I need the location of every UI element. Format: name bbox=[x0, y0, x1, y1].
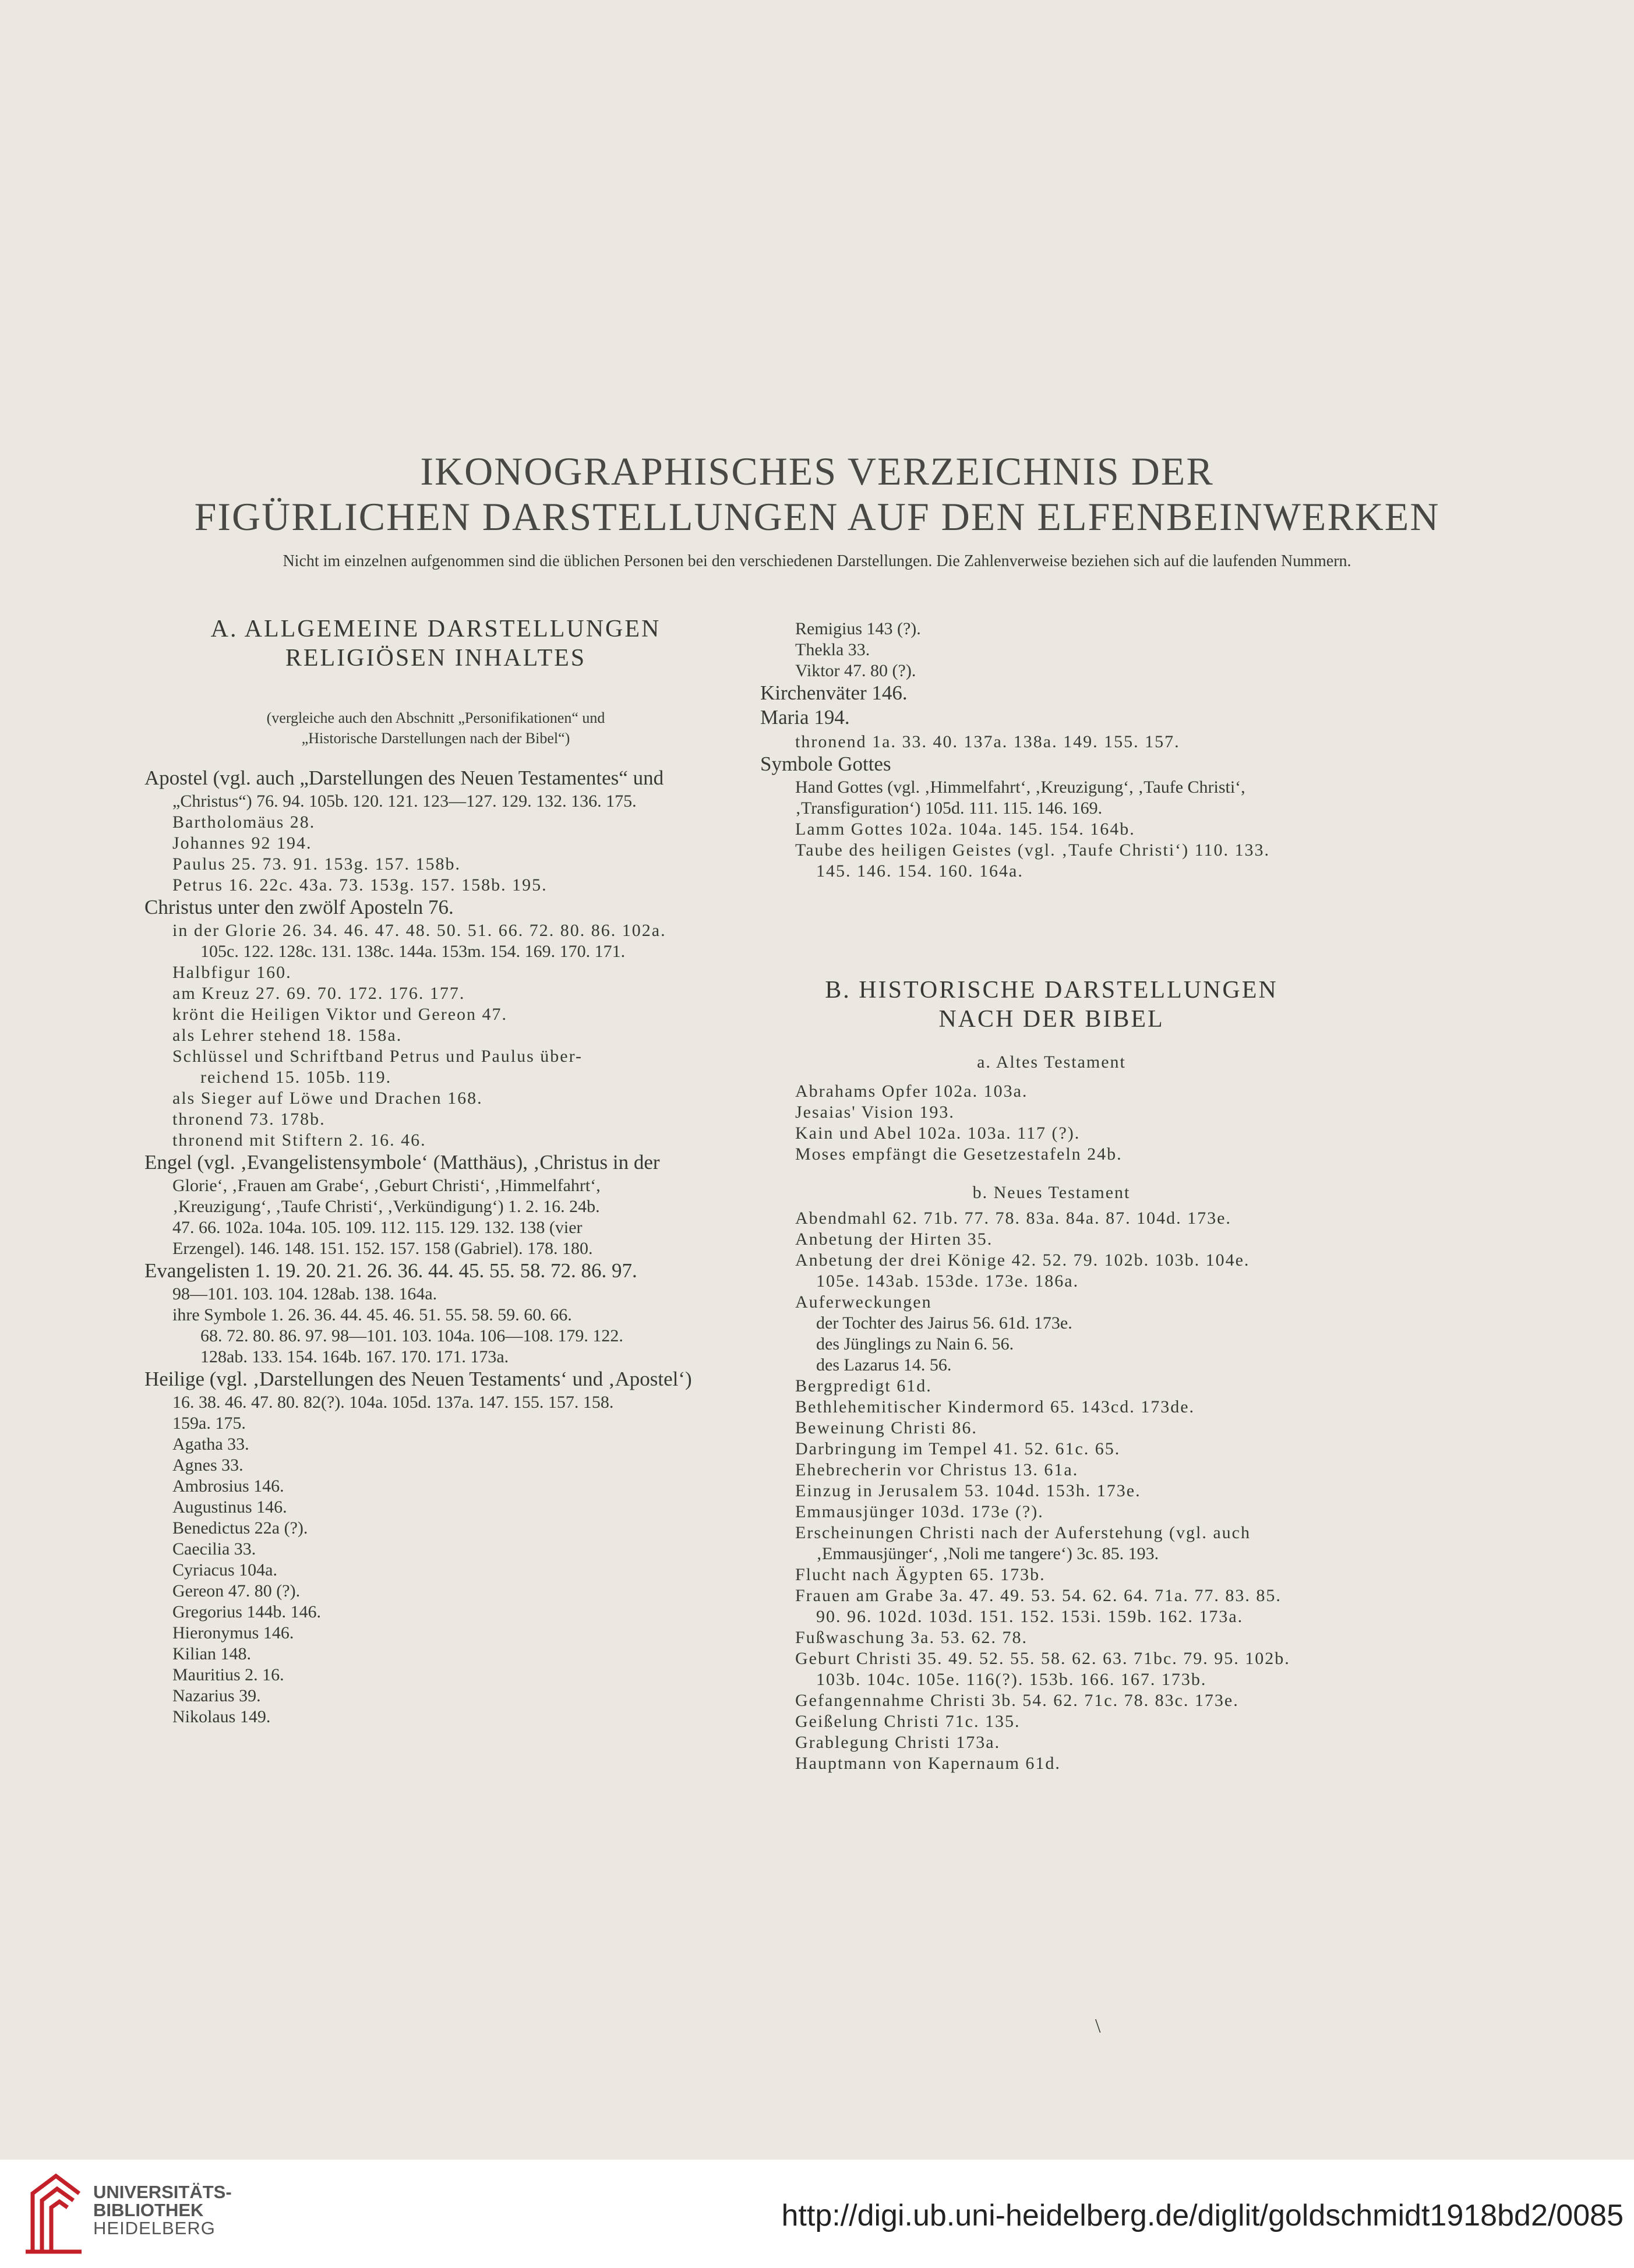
section-heading-a-sub: RELIGIÖSEN INHALTES bbox=[285, 645, 587, 672]
index-entry: Maria 194. bbox=[760, 706, 850, 729]
index-entry: Heilige (vgl. ‚Darstellungen des Neuen Testaments‘ und ‚Apostel‘) bbox=[144, 1368, 692, 1390]
index-entry: Geißelung Christi 71c. 135. bbox=[795, 1712, 1021, 1731]
index-subentry: Gregorius 144b. 146. bbox=[172, 1602, 321, 1621]
index-entry: Beweinung Christi 86. bbox=[795, 1418, 977, 1437]
footer-bar bbox=[0, 2160, 1634, 2268]
index-subentry: thronend 1a. 33. 40. 137a. 138a. 149. 155. 157. bbox=[795, 732, 1180, 751]
index-entry-continuation: 90. 96. 102d. 103d. 151. 152. 153i. 159b. 162. 173a. bbox=[816, 1607, 1244, 1626]
index-entry: Bergpredigt 61d. bbox=[795, 1376, 932, 1396]
index-entry-continuation: ‚Emmausjünger‘, ‚Noli me tangere‘) 3c. 85. 193. bbox=[816, 1544, 1159, 1563]
index-entry-continuation: 16. 38. 46. 47. 80. 82(?). 104a. 105d. 137a. 147. 155. 157. 158. bbox=[172, 1393, 614, 1412]
index-subentry: Gereon 47. 80 (?). bbox=[172, 1581, 301, 1601]
library-name: UNIVERSITÄTS- BIBLIOTHEK HEIDELBERG bbox=[93, 2182, 232, 2238]
index-entry-continuation: reichend 15. 105b. 119. bbox=[200, 1068, 392, 1087]
library-logo-icon bbox=[21, 2170, 86, 2258]
index-subentry: Cyriacus 104a. bbox=[172, 1560, 277, 1580]
index-entry-continuation: 47. 66. 102a. 104a. 105. 109. 112. 115. 129. 132. 138 (vier bbox=[172, 1218, 583, 1237]
index-entry: Frauen am Grabe 3a. 47. 49. 53. 54. 62. 64. 71a. 77. 83. 85. bbox=[795, 1586, 1282, 1605]
index-entry-continuation: Glorie‘, ‚Frauen am Grabe‘, ‚Geburt Christi‘, ‚Himmelfahrt‘, bbox=[172, 1176, 601, 1195]
index-subentry: Augustinus 146. bbox=[172, 1497, 287, 1517]
index-subentry: am Kreuz 27. 69. 70. 172. 176. 177. bbox=[172, 984, 465, 1003]
index-subentry: Kilian 148. bbox=[172, 1644, 251, 1663]
index-subentry: krönt die Heiligen Viktor und Gereon 47. bbox=[172, 1005, 508, 1024]
index-entry-continuation: 103b. 104c. 105e. 116(?). 153b. 166. 167. 173b. bbox=[816, 1670, 1207, 1689]
index-entry: Darbringung im Tempel 41. 52. 61c. 65. bbox=[795, 1439, 1121, 1458]
index-entry: Christus unter den zwölf Aposteln 76. bbox=[144, 896, 454, 918]
index-subentry: Hieronymus 146. bbox=[172, 1623, 294, 1642]
section-heading-b: B. HISTORISCHE DARSTELLUNGEN bbox=[825, 977, 1278, 1004]
index-entry-continuation: 145. 146. 154. 160. 164a. bbox=[816, 861, 1024, 881]
index-entry-continuation: 105c. 122. 128c. 131. 138c. 144a. 153m. 154. 169. 170. 171. bbox=[200, 942, 626, 961]
index-entry: Gefangennahme Christi 3b. 54. 62. 71c. 78. 83c. 173e. bbox=[795, 1691, 1239, 1710]
index-entry: Abendmahl 62. 71b. 77. 78. 83a. 84a. 87. 104d. 173e. bbox=[795, 1209, 1231, 1228]
index-entry-continuation: 68. 72. 80. 86. 97. 98—101. 103. 104a. 106—108. 179. 122. bbox=[200, 1326, 623, 1345]
index-subentry: Petrus 16. 22c. 43a. 73. 153g. 157. 158b. 195. bbox=[172, 875, 548, 895]
index-subentry: Viktor 47. 80 (?). bbox=[795, 661, 916, 680]
index-entry-continuation: Erzengel). 146. 148. 151. 152. 157. 158 (Gabriel). 178. 180. bbox=[172, 1239, 593, 1258]
section-heading-a: A. ALLGEMEINE DARSTELLUNGEN bbox=[210, 616, 661, 642]
index-entry: Anbetung der Hirten 35. bbox=[795, 1230, 993, 1249]
index-entry: Erscheinungen Christi nach der Auferstehung (vgl. auch bbox=[795, 1523, 1251, 1542]
index-subentry: Halbfigur 160. bbox=[172, 963, 292, 982]
index-entry: Geburt Christi 35. 49. 52. 55. 58. 62. 63. 71bc. 79. 95. 102b. bbox=[795, 1649, 1290, 1668]
index-subentry: Taube des heiligen Geistes (vgl. ‚Taufe Christi‘) 110. 133. bbox=[795, 840, 1271, 860]
index-subentry: Hand Gottes (vgl. ‚Himmelfahrt‘, ‚Kreuzigung‘, ‚Taufe Christi‘, bbox=[795, 778, 1245, 797]
index-entry: Emmausjünger 103d. 173e (?). bbox=[795, 1502, 1044, 1521]
page-title-line-1: IKONOGRAPHISCHES VERZEICHNIS DER bbox=[420, 449, 1214, 493]
page-title-line-2: FIGÜRLICHEN DARSTELLUNGEN AUF DEN ELFENBEINWERKEN bbox=[194, 494, 1440, 539]
index-entry: Symbole Gottes bbox=[760, 753, 891, 775]
index-subentry: Agatha 33. bbox=[172, 1435, 249, 1454]
index-entry-continuation: ‚Kreuzigung‘, ‚Taufe Christi‘, ‚Verkündigung‘) 1. 2. 16. 24b. bbox=[172, 1197, 600, 1216]
index-entry: Moses empfängt die Gesetzestafeln 24b. bbox=[795, 1144, 1123, 1164]
index-subentry: Caecilia 33. bbox=[172, 1539, 256, 1559]
index-subentry: Paulus 25. 73. 91. 153g. 157. 158b. bbox=[172, 854, 461, 874]
index-entry: Evangelisten 1. 19. 20. 21. 26. 36. 44. 45. 55. 58. 72. 86. 97. bbox=[144, 1259, 637, 1282]
index-entry: Abrahams Opfer 102a. 103a. bbox=[795, 1082, 1028, 1101]
index-entry-continuation: 128ab. 133. 154. 164b. 167. 170. 171. 173a. bbox=[200, 1347, 509, 1366]
index-entry: Ehebrecherin vor Christus 13. 61a. bbox=[795, 1460, 1079, 1479]
section-heading-b-sub: NACH DER BIBEL bbox=[938, 1006, 1164, 1033]
index-entry: Hauptmann von Kapernaum 61d. bbox=[795, 1754, 1061, 1773]
index-entry-continuation: 98—101. 103. 104. 128ab. 138. 164a. bbox=[172, 1284, 437, 1303]
index-entry-continuation: ‚Transfiguration‘) 105d. 111. 115. 146. 169. bbox=[795, 799, 1103, 818]
section-note-a: „Historische Darstellungen nach der Bibel“) bbox=[301, 730, 570, 747]
index-entry: Kirchenväter 146. bbox=[760, 681, 908, 704]
index-subentry: Schlüssel und Schriftband Petrus und Paulus über- bbox=[172, 1047, 583, 1066]
stray-mark: \ bbox=[1095, 2015, 1101, 2037]
subsection-heading: a. Altes Testament bbox=[977, 1052, 1126, 1072]
index-entry: Auferweckungen bbox=[795, 1292, 932, 1312]
index-subentry: Bartholomäus 28. bbox=[172, 812, 316, 832]
index-entry: Grablegung Christi 173a. bbox=[795, 1733, 1001, 1752]
index-entry: Einzug in Jerusalem 53. 104d. 153h. 173e. bbox=[795, 1481, 1141, 1500]
index-subentry: der Tochter des Jairus 56. 61d. 173e. bbox=[816, 1313, 1072, 1333]
index-subentry: Nikolaus 149. bbox=[172, 1707, 271, 1726]
index-entry-continuation: 159a. 175. bbox=[172, 1414, 246, 1433]
index-entry: Jesaias' Vision 193. bbox=[795, 1103, 955, 1122]
index-subentry: thronend mit Stiftern 2. 16. 46. bbox=[172, 1131, 426, 1150]
index-subentry: Remigius 143 (?). bbox=[795, 619, 921, 638]
index-subentry: Mauritius 2. 16. bbox=[172, 1665, 284, 1684]
index-subentry: als Lehrer stehend 18. 158a. bbox=[172, 1026, 403, 1045]
index-subentry: Johannes 92 194. bbox=[172, 833, 312, 853]
index-subentry: Lamm Gottes 102a. 104a. 145. 154. 164b. bbox=[795, 819, 1135, 839]
index-subentry: Agnes 33. bbox=[172, 1456, 243, 1475]
index-entry: Engel (vgl. ‚Evangelistensymbole‘ (Matthäus), ‚Christus in der bbox=[144, 1151, 660, 1174]
section-note-a: (vergleiche auch den Abschnitt „Personifikationen“ und bbox=[266, 709, 605, 726]
index-entry: Flucht nach Ägypten 65. 173b. bbox=[795, 1565, 1046, 1584]
index-subentry: Thekla 33. bbox=[795, 640, 870, 659]
index-subentry: Nazarius 39. bbox=[172, 1686, 261, 1705]
index-entry: Kain und Abel 102a. 103a. 117 (?). bbox=[795, 1124, 1081, 1143]
index-entry: Fußwaschung 3a. 53. 62. 78. bbox=[795, 1628, 1028, 1647]
index-entry: Apostel (vgl. auch „Darstellungen des Neuen Testamentes“ und bbox=[144, 766, 664, 789]
index-subentry: des Jünglings zu Nain 6. 56. bbox=[816, 1334, 1014, 1354]
index-entry-continuation: „Christus“) 76. 94. 105b. 120. 121. 123—127. 129. 132. 136. 175. bbox=[172, 792, 637, 811]
index-entry: Bethlehemitischer Kindermord 65. 143cd. 173de. bbox=[795, 1397, 1195, 1416]
index-subentry: ihre Symbole 1. 26. 36. 44. 45. 46. 51. 55. 58. 59. 60. 66. bbox=[172, 1305, 572, 1324]
index-entry-continuation: 105e. 143ab. 153de. 173e. 186a. bbox=[816, 1271, 1079, 1291]
subsection-heading: b. Neues Testament bbox=[972, 1183, 1131, 1202]
index-subentry: Ambrosius 146. bbox=[172, 1476, 284, 1496]
index-subentry: thronend 73. 178b. bbox=[172, 1110, 326, 1129]
index-entry: Anbetung der drei Könige 42. 52. 79. 102b. 103b. 104e. bbox=[795, 1250, 1250, 1270]
index-subentry: Benedictus 22a (?). bbox=[172, 1518, 308, 1538]
source-url-link[interactable]: http://digi.ub.uni-heidelberg.de/diglit/goldschmidt1918bd2/0085 bbox=[781, 2199, 1624, 2232]
index-subentry: als Sieger auf Löwe und Drachen 168. bbox=[172, 1089, 483, 1108]
index-subentry: des Lazarus 14. 56. bbox=[816, 1355, 952, 1375]
intro-note: Nicht im einzelnen aufgenommen sind die üblichen Personen bei den verschiedenen Darstellungen. Die Zahlenverweise beziehen sich auf die laufenden Nummern. bbox=[283, 552, 1351, 570]
index-subentry: in der Glorie 26. 34. 46. 47. 48. 50. 51. 66. 72. 80. 86. 102a. bbox=[172, 921, 666, 940]
